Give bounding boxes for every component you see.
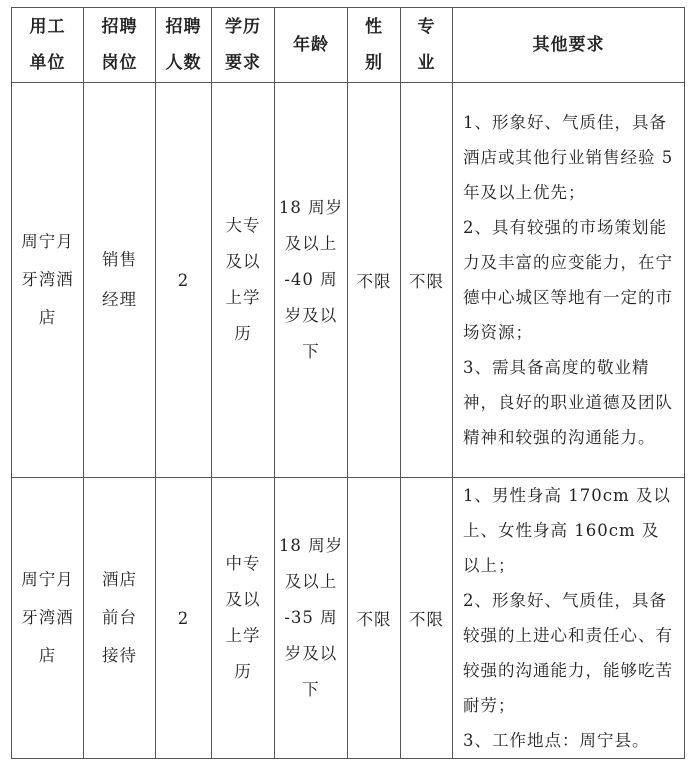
recruitment-table xyxy=(11,7,685,759)
employer-cell: 周宁月 牙湾酒 店 xyxy=(12,478,84,759)
requirement-item: 3、需具备高度的敬业精神，良好的职业道德及团队精神和较强的沟通能力。 xyxy=(463,358,673,447)
header-position: 招聘 岗位 xyxy=(84,8,156,83)
requirement-item: 3、工作地点：周宁县。 xyxy=(463,731,650,750)
education-cell: 中专 及以 上学 历 xyxy=(212,478,275,759)
employer-cell: 周宁月 牙湾酒 店 xyxy=(12,83,84,478)
position-cell: 酒店 前台 接待 xyxy=(84,478,156,759)
table-row xyxy=(12,478,685,759)
requirement-item: 2、形象好、气质佳，具备较强的上进心和责任心、有较强的沟通能力，能够吃苦耐劳； xyxy=(463,591,673,715)
major-cell: 不限 xyxy=(401,83,453,478)
gender-cell: 不限 xyxy=(348,83,401,478)
other-requirements-cell xyxy=(453,478,685,759)
major-cell: 不限 xyxy=(401,478,453,759)
requirement-item: 2、具有较强的市场策划能力及丰富的应变能力，在宁德中心城区等地有一定的市场资源； xyxy=(463,218,673,342)
header-other: 其他要求 xyxy=(453,8,685,83)
header-education: 学历 要求 xyxy=(212,8,275,83)
age-cell: 18 周岁 及以上 -35 周 岁及以 下 xyxy=(275,478,348,759)
headcount-cell: 2 xyxy=(156,83,212,478)
table-row xyxy=(12,83,685,478)
other-requirements-cell xyxy=(453,83,685,478)
position-cell: 销售 经理 xyxy=(84,83,156,478)
age-cell: 18 周岁 及以上 -40 周 岁及以 下 xyxy=(275,83,348,478)
requirement-item: 1、形象好、气质佳，具备酒店或其他行业销售经验 5 年及以上优先； xyxy=(463,113,674,202)
header-row xyxy=(12,8,685,83)
education-cell: 大专 及以 上学 历 xyxy=(212,83,275,478)
header-major: 专 业 xyxy=(401,8,453,83)
header-employer: 用工 单位 xyxy=(12,8,84,83)
header-headcount: 招聘 人数 xyxy=(156,8,212,83)
header-age: 年龄 xyxy=(275,8,348,83)
requirement-item: 1、男性身高 170cm 及以上、女性身高 160cm 及以上； xyxy=(463,486,671,575)
gender-cell: 不限 xyxy=(348,478,401,759)
header-gender: 性 别 xyxy=(348,8,401,83)
headcount-cell: 2 xyxy=(156,478,212,759)
